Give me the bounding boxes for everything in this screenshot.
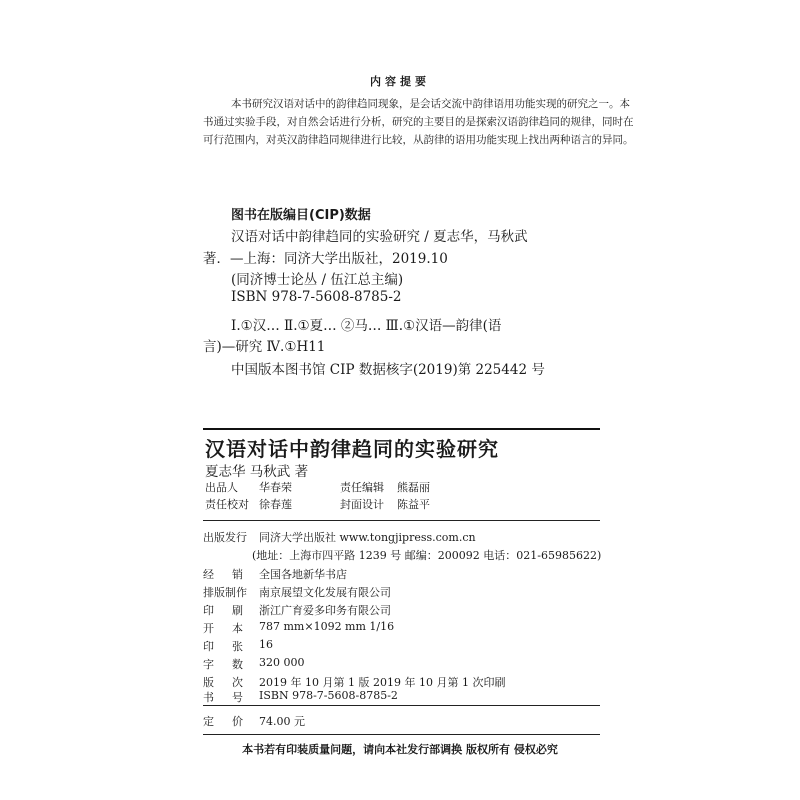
summary-line-1: 本书研究汉语对话中的韵律趋同现象，是会话交流中韵律语用功能实现的研究之一。本 [231,98,630,110]
wordcount-value: 320 000 [259,656,305,669]
issuer-label: 出版发行 [203,531,247,544]
edition-label: 版次 [203,676,261,689]
typesetting-value: 南京展望文化发展有限公司 [259,586,391,599]
credit-value-editor: 熊磊丽 [397,481,430,494]
bottom-rule [203,734,600,735]
credit-value-producer: 华春荣 [259,481,292,494]
credit-value-proofreader: 徐春莲 [259,498,292,511]
distribution-label: 经销 [203,568,261,581]
cip-line-7: 中国版本图书馆 CIP 数据核字(2019)第 225442 号 [231,362,545,378]
credit-label-producer: 出品人 [205,481,238,494]
summary-line-3: 可行范围内，对英汉韵律趋同规律进行比较，从韵律的语用功能实现上找出两种语言的异同。 [203,134,634,146]
format-label: 开本 [203,622,261,635]
price-value: 74.00 元 [259,715,305,728]
edition-value: 2019 年 10 月第 1 版 2019 年 10 月第 1 次印刷 [259,676,506,689]
price-label: 定价 [203,715,261,728]
isbn-label: 书号 [203,691,261,704]
distribution-value: 全国各地新华书店 [259,568,347,581]
cip-line-6: 言)—研究 Ⅳ.①H11 [203,339,326,355]
issuer-value: 同济大学出版社 www.tongjipress.com.cn [259,531,476,544]
credit-label-proofreader: 责任校对 [205,498,249,511]
cip-line-3: (同济博士论丛 / 伍江总主编) [231,272,404,288]
cip-line-1: 汉语对话中韵律趋同的实验研究 / 夏志华，马秋武 [231,229,528,245]
copyright-notice: 本书若有印装质量问题，请向本社发行部调换 版权所有 侵权必究 [242,743,558,756]
authors: 夏志华 马秋武 著 [205,464,309,480]
summary-title: 内容提要 [370,75,430,88]
credit-label-editor: 责任编辑 [340,481,384,494]
credit-value-cover: 陈益平 [397,498,430,511]
sheets-label: 印张 [203,640,261,653]
issuer-address: (地址：上海市四平路 1239 号 邮编：200092 电话：021-65985622) [252,549,602,562]
book-title: 汉语对话中韵律趋同的实验研究 [205,437,499,461]
cip-heading: 图书在版编目(CIP)数据 [231,208,371,223]
price-rule [203,705,600,706]
printing-label: 印刷 [203,604,261,617]
middle-rule [203,520,600,521]
wordcount-label: 字数 [203,658,261,671]
printing-value: 浙江广育爱多印务有限公司 [259,604,391,617]
sheets-value: 16 [259,638,273,651]
format-value: 787 mm×1092 mm 1/16 [259,620,395,633]
summary-line-2: 书通过实验手段，对自然会话进行分析，研究的主要目的是探索汉语韵律趋同的规律，同时在 [203,116,634,128]
cip-line-4: ISBN 978-7-5608-8785-2 [231,289,402,305]
top-rule [203,428,600,430]
credit-label-cover: 封面设计 [340,498,384,511]
cip-line-2: 著．—上海：同济大学出版社，2019.10 [203,251,448,267]
isbn-value: ISBN 978-7-5608-8785-2 [259,689,398,702]
cip-line-5: Ⅰ.①汉… Ⅱ.①夏… ②马… Ⅲ.①汉语—韵律(语 [231,318,502,334]
typesetting-label: 排版制作 [203,586,247,599]
